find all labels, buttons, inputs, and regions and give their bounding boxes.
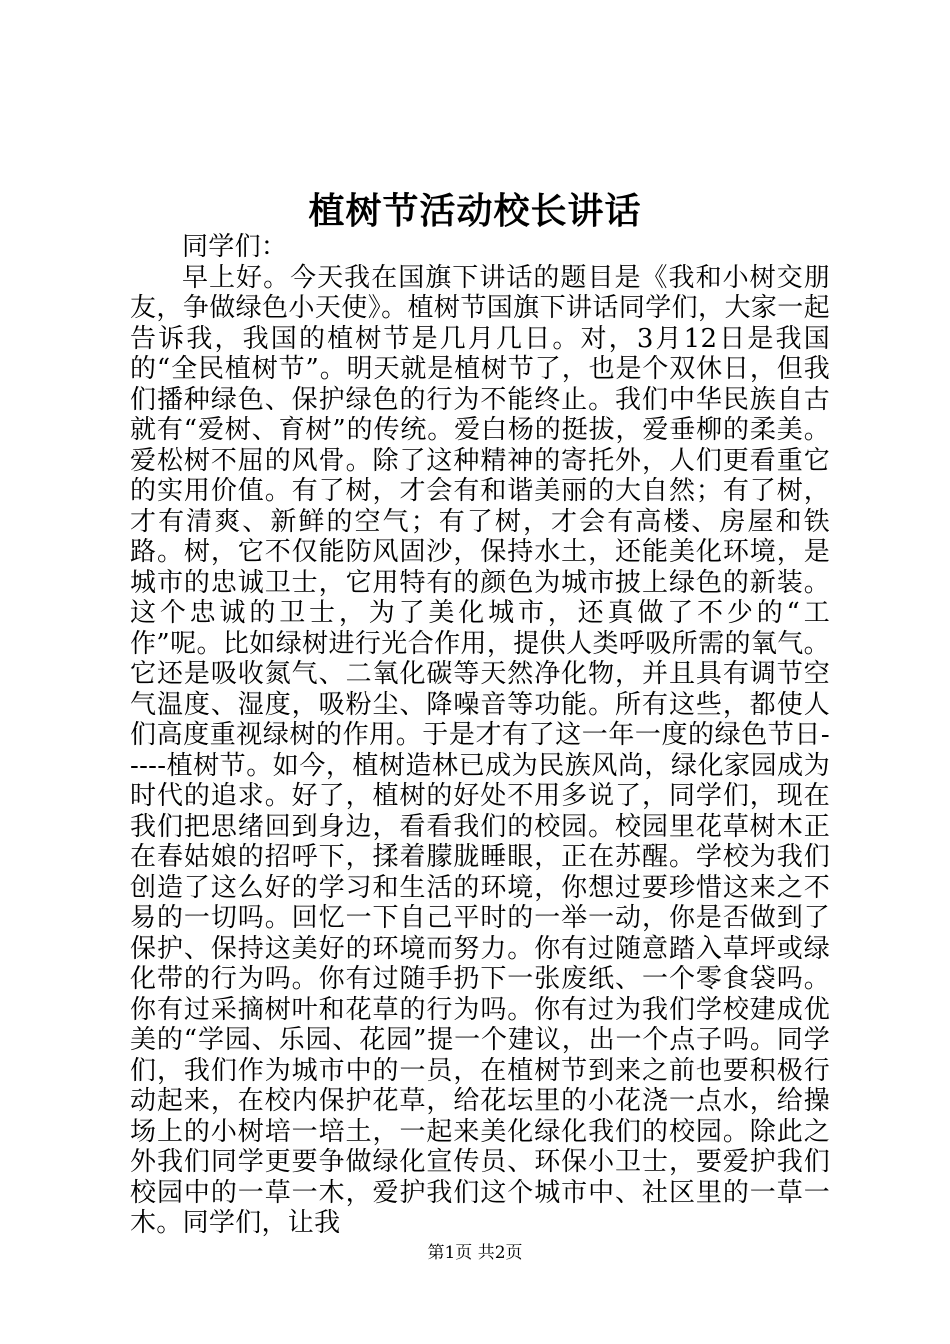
document-body xyxy=(130,232,830,1239)
body-paragraph: 早上好。今天我在国旗下讲话的题目是《我和小树交朋友，争做绿色小天使》。植树节国旗下讲话同学们，大家一起告诉我，我国的植树节是几月几日。对，3月12日是我国的“全民植树节”。明天就是植树节了，也是个双休日，但我们播种绿色、保护绿色的行为不能终止。我们中华民族自古就有“爱树、育树”的传统。爱白杨的挺拔，爱垂柳的柔美。爱松树不屈的风骨。除了这种精神的寄托外，人们更看重它的实用价值。有了树，才会有和谐美丽的大自然；有了树，才有清爽、新鲜的空气；有了树，才会有高楼、房屋和铁路。树，它不仅能防风固沙，保持水土，还能美化环境，是城市的忠诚卫士，它用特有的颜色为城市披上绿色的新装。这个忠诚的卫士，为了美化城市，还真做了不少的“工作”呢。比如绿树进行光合作用，提供人类呼吸所需的氧气。它还是吸收氮气、二氧化碳等天然净化物，并且具有调节空气温度、湿度，吸粉尘、降噪音等功能。所有这些，都使人们高度重视绿树的作用。于是才有了这一年一度的绿色节日-----植树节。如今，植树造林已成为民族风尚，绿化家园成为时代的追求。好了，植树的好处不用多说了，同学们，现在我们把思绪回到身边，看看我们的校园。校园里花草树木正在春姑娘的招呼下，揉着朦胧睡眼，正在苏醒。学校为我们创造了这么好的学习和生活的环境，你想过要珍惜这来之不易的一切吗。回忆一下自己平时的一举一动，你是否做到了保护、保持这美好的环境而努力。你有过随意踏入草坪或绿化带的行为吗。你有过随手扔下一张废纸、一个零食袋吗。你有过采摘树叶和花草的行为吗。你有过为我们学校建成优美的“学园、乐园、花园”提一个建议，出一个点子吗。同学们，我们作为城市中的一员，在植树节到来之前也要积极行动起来，在校内保护花草，给花坛里的小花浇一点水，给操场上的小树培一培土，一起来美化绿化我们的校园。除此之外我们同学更要争做绿化宣传员、环保小卫士，要爱护我们校园中的一草一木，爱护我们这个城市中、社区里的一草一木。同学们，让我 xyxy=(130,262,830,1238)
page-footer: 第1页 共2页 xyxy=(427,1243,523,1263)
document-title: 植树节活动校长讲话 xyxy=(308,190,642,232)
salutation: 同学们： xyxy=(182,232,288,262)
